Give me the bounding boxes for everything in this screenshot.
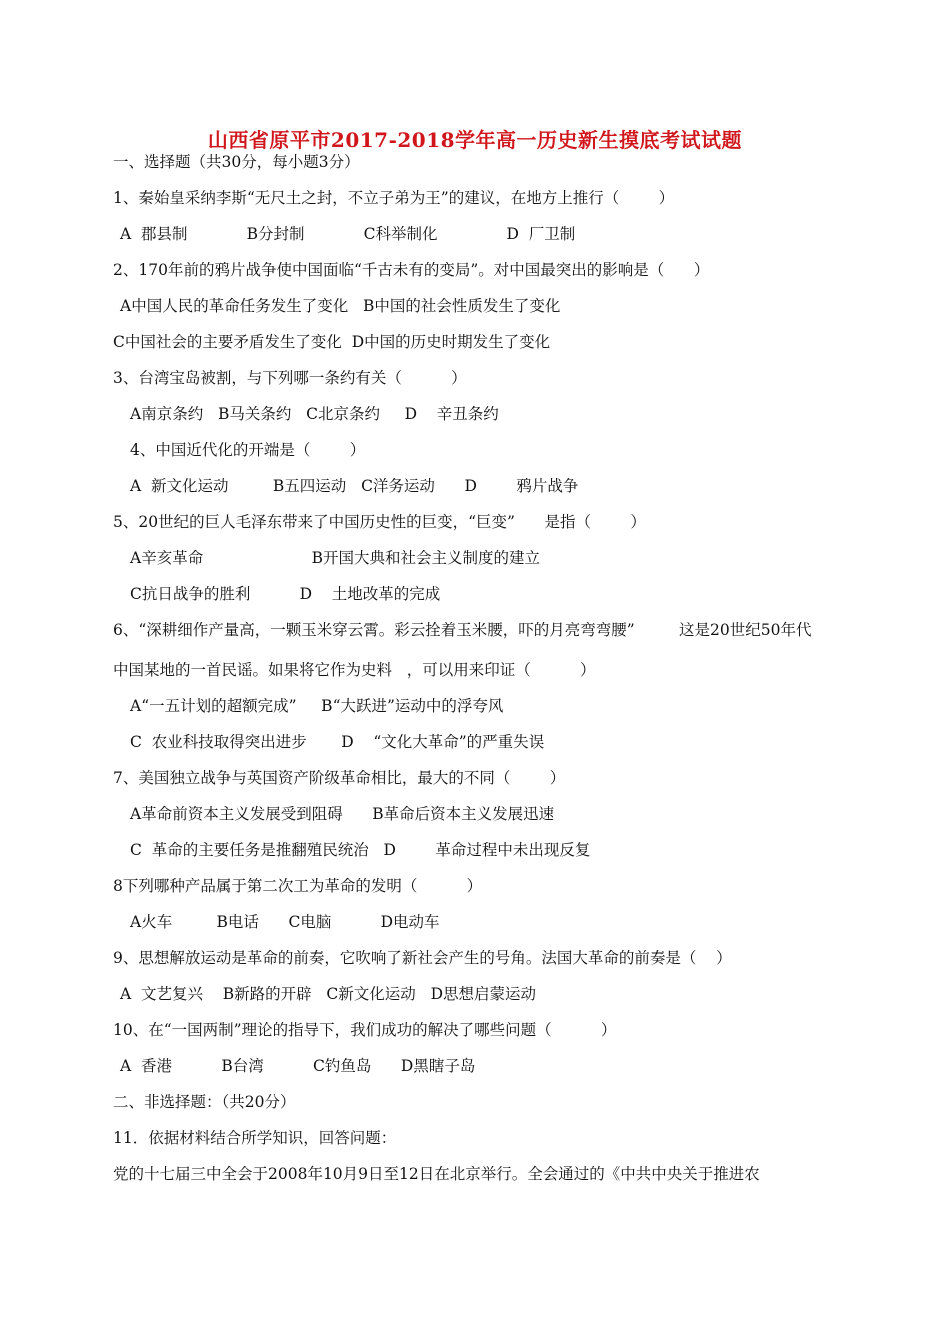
answer-options: C 农业科技取得突出进步 D “文化大革命”的严重失误 [130, 733, 545, 751]
question-text: 8下列哪种产品属于第二次工为革命的发明（ ） [113, 877, 483, 895]
answer-options: C抗日战争的胜利 D 土地改革的完成 [130, 585, 441, 603]
question-text: 中国某地的一首民谣。如果将它作为史料 ，可以用来印证（ ） [113, 661, 596, 679]
question-text: 4、中国近代化的开端是（ ） [130, 441, 366, 459]
question-text: 10、在“一国两制”理论的指导下，我们成功的解决了哪些问题（ ） [113, 1021, 617, 1039]
question-text: 5、20世纪的巨人毛泽东带来了中国历史性的巨变，“巨变” 是指（ ） [113, 513, 646, 531]
answer-options: A 文艺复兴 B新路的开辟 C新文化运动 D思想启蒙运动 [120, 985, 536, 1003]
page-title: 山西省原平市2017-2018学年高一历史新生摸底考试试题 [207, 128, 743, 152]
question-text: 2、170年前的鸦片战争使中国面临“千古未有的变局”。对中国最突出的影响是（ ） [113, 261, 710, 279]
answer-options: A 新文化运动 B五四运动 C洋务运动 D 鸦片战争 [130, 477, 579, 495]
question-text: 11．依据材料结合所学知识，回答问题： [113, 1129, 397, 1147]
answer-options: A 香港 B台湾 C钓鱼岛 D黑瞎子岛 [120, 1057, 476, 1075]
answer-options: A辛亥革命 B开国大典和社会主义制度的建立 [130, 549, 540, 567]
question-text: 9、思想解放运动是革命的前奏，它吹响了新社会产生的号角。法国大革命的前奏是（ ） [113, 949, 732, 967]
answer-options: A火车 B电话 C电脑 D电动车 [130, 913, 440, 931]
answer-options: A中国人民的革命任务发生了变化 B中国的社会性质发生了变化 [120, 297, 561, 315]
answer-options: A 郡县制 B分封制 C科举制化 D 厂卫制 [120, 225, 576, 243]
answer-options: A革命前资本主义发展受到阻碍 B革命后资本主义发展迅速 [130, 805, 555, 823]
question-text: 3、台湾宝岛被割，与下列哪一条约有关（ ） [113, 369, 467, 387]
answer-options: A“一五计划的超额完成” B“大跃进”运动中的浮夸风 [130, 697, 504, 715]
question-text: 7、美国独立战争与英国资产阶级革命相比，最大的不同（ ） [113, 769, 566, 787]
question-text: 1、秦始皇采纳李斯“无尺土之封，不立子弟为王”的建议，在地方上推行（ ） [113, 189, 675, 207]
answer-options: C中国社会的主要矛盾发生了变化 D中国的历史时期发生了变化 [113, 333, 551, 351]
section-heading: 一、选择题（共30分，每小题3分） [113, 153, 360, 171]
material-text: 党的十七届三中全会于2008年10月9日至12日在北京举行。全会通过的《中共中央关于推进农 [113, 1165, 760, 1183]
answer-options: C 革命的主要任务是推翻殖民统治 D 革命过程中未出现反复 [130, 841, 591, 859]
answer-options: A南京条约 B马关条约 C北京条约 D 辛丑条约 [130, 405, 499, 423]
question-text: 6、“深耕细作产量高，一颗玉米穿云霄。彩云拴着玉米腰，吓的月亮弯弯腰” 这是20世纪50年代 [113, 621, 812, 639]
section-heading: 二、非选择题：（共20分） [113, 1093, 296, 1111]
